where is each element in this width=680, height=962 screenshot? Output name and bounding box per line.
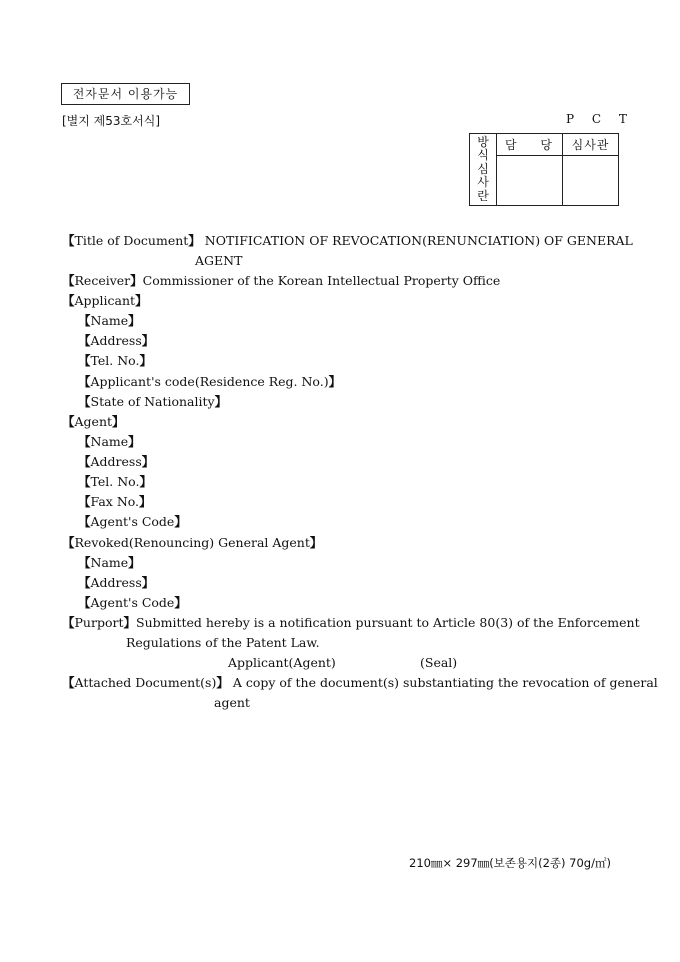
field-label: Agent's Code — [90, 595, 175, 610]
applicant-name-field: 【Name】 — [78, 313, 141, 328]
field-label: Name — [90, 555, 129, 570]
applicant-nationality-field: 【State of Nationality】 — [78, 394, 228, 409]
field-label: Applicant's code(Residence Reg. No.) — [90, 374, 329, 389]
attached-text-continued: agent — [214, 695, 250, 710]
field-label: Agent's Code — [90, 514, 175, 529]
row-header-char: 식 — [477, 148, 489, 163]
field-label: Fax No. — [90, 494, 140, 509]
agent-tel-field: 【Tel. No.】 — [78, 474, 152, 489]
row-header-char: 사 — [477, 175, 489, 190]
field-label: Address — [90, 575, 142, 590]
row-header-char: 방 — [477, 134, 489, 149]
examiner-signature-cell[interactable] — [563, 156, 619, 206]
attached-text: A copy of the document(s) substantiating the revocation of general — [232, 675, 658, 690]
electronic-document-badge: 전자문서 이용가능 — [61, 83, 190, 105]
agent-code-field: 【Agent's Code】 — [78, 514, 187, 529]
title-value-continued: AGENT — [195, 253, 243, 268]
examination-table — [469, 133, 619, 206]
column-header-examiner: 심사관 — [563, 134, 619, 156]
field-label: Address — [90, 454, 142, 469]
revoked-agent-code-field: 【Agent's Code】 — [78, 595, 187, 610]
field-label: Tel. No. — [90, 353, 140, 368]
examination-row-header — [470, 134, 497, 206]
title-value: NOTIFICATION OF REVOCATION(RENUNCIATION) OF GENERAL — [204, 233, 633, 248]
attached-label: Attached Document(s) — [74, 675, 217, 690]
receiver-label: Receiver — [74, 273, 131, 288]
applicant-tel-field: 【Tel. No.】 — [78, 353, 152, 368]
field-label: Name — [90, 434, 129, 449]
field-label: State of Nationality — [90, 394, 215, 409]
officer-signature-cell[interactable] — [497, 156, 563, 206]
purport-text: Submitted hereby is a notification pursuant to Article 80(3) of the Enforcement — [136, 615, 640, 630]
attached-documents-row: 【Attached Document(s)】 A copy of the document(s) substantiating the revocation of general — [62, 675, 658, 690]
revoked-agent-label: Revoked(Renouncing) General Agent — [74, 535, 310, 550]
field-label: Address — [90, 333, 142, 348]
agent-address-field: 【Address】 — [78, 454, 155, 469]
seal-label: (Seal) — [420, 655, 458, 670]
field-label: Tel. No. — [90, 474, 140, 489]
title-label: Title of Document — [74, 233, 189, 248]
row-header-char: 심 — [477, 161, 489, 176]
revoked-agent-section: 【Revoked(Renouncing) General Agent】 — [62, 535, 323, 550]
applicant-address-field: 【Address】 — [78, 333, 155, 348]
agent-fax-field: 【Fax No.】 — [78, 494, 152, 509]
signature-label: Applicant(Agent) — [228, 655, 336, 670]
receiver-row: 【Receiver】Commissioner of the Korean Intellectual Property Office — [62, 273, 501, 288]
applicant-label: Applicant — [74, 293, 136, 308]
column-header-officer: 담 당 — [497, 134, 563, 156]
purport-text-continued: Regulations of the Patent Law. — [126, 635, 320, 650]
paper-spec: 210㎜× 297㎜(보존용지(2종) 70g/㎡) — [409, 856, 611, 870]
applicant-section: 【Applicant】 — [62, 293, 148, 308]
agent-name-field: 【Name】 — [78, 434, 141, 449]
row-header-char: 란 — [477, 188, 489, 203]
field-label: Name — [90, 313, 129, 328]
purport-row: 【Purport】Submitted hereby is a notification pursuant to Article 80(3) of the Enforcement — [62, 615, 640, 630]
revoked-agent-name-field: 【Name】 — [78, 555, 141, 570]
revoked-agent-address-field: 【Address】 — [78, 575, 155, 590]
agent-label: Agent — [74, 414, 113, 429]
receiver-value: Commissioner of the Korean Intellectual Property Office — [142, 273, 501, 288]
purport-label: Purport — [74, 615, 124, 630]
form-number: [별지 제53호서식] — [62, 114, 160, 128]
title-row: 【Title of Document】 NOTIFICATION OF REVOCATION(RENUNCIATION) OF GENERAL — [62, 233, 633, 248]
pct-label: P C T — [566, 112, 634, 126]
agent-section: 【Agent】 — [62, 414, 125, 429]
applicant-code-field: 【Applicant's code(Residence Reg. No.)】 — [78, 374, 342, 389]
